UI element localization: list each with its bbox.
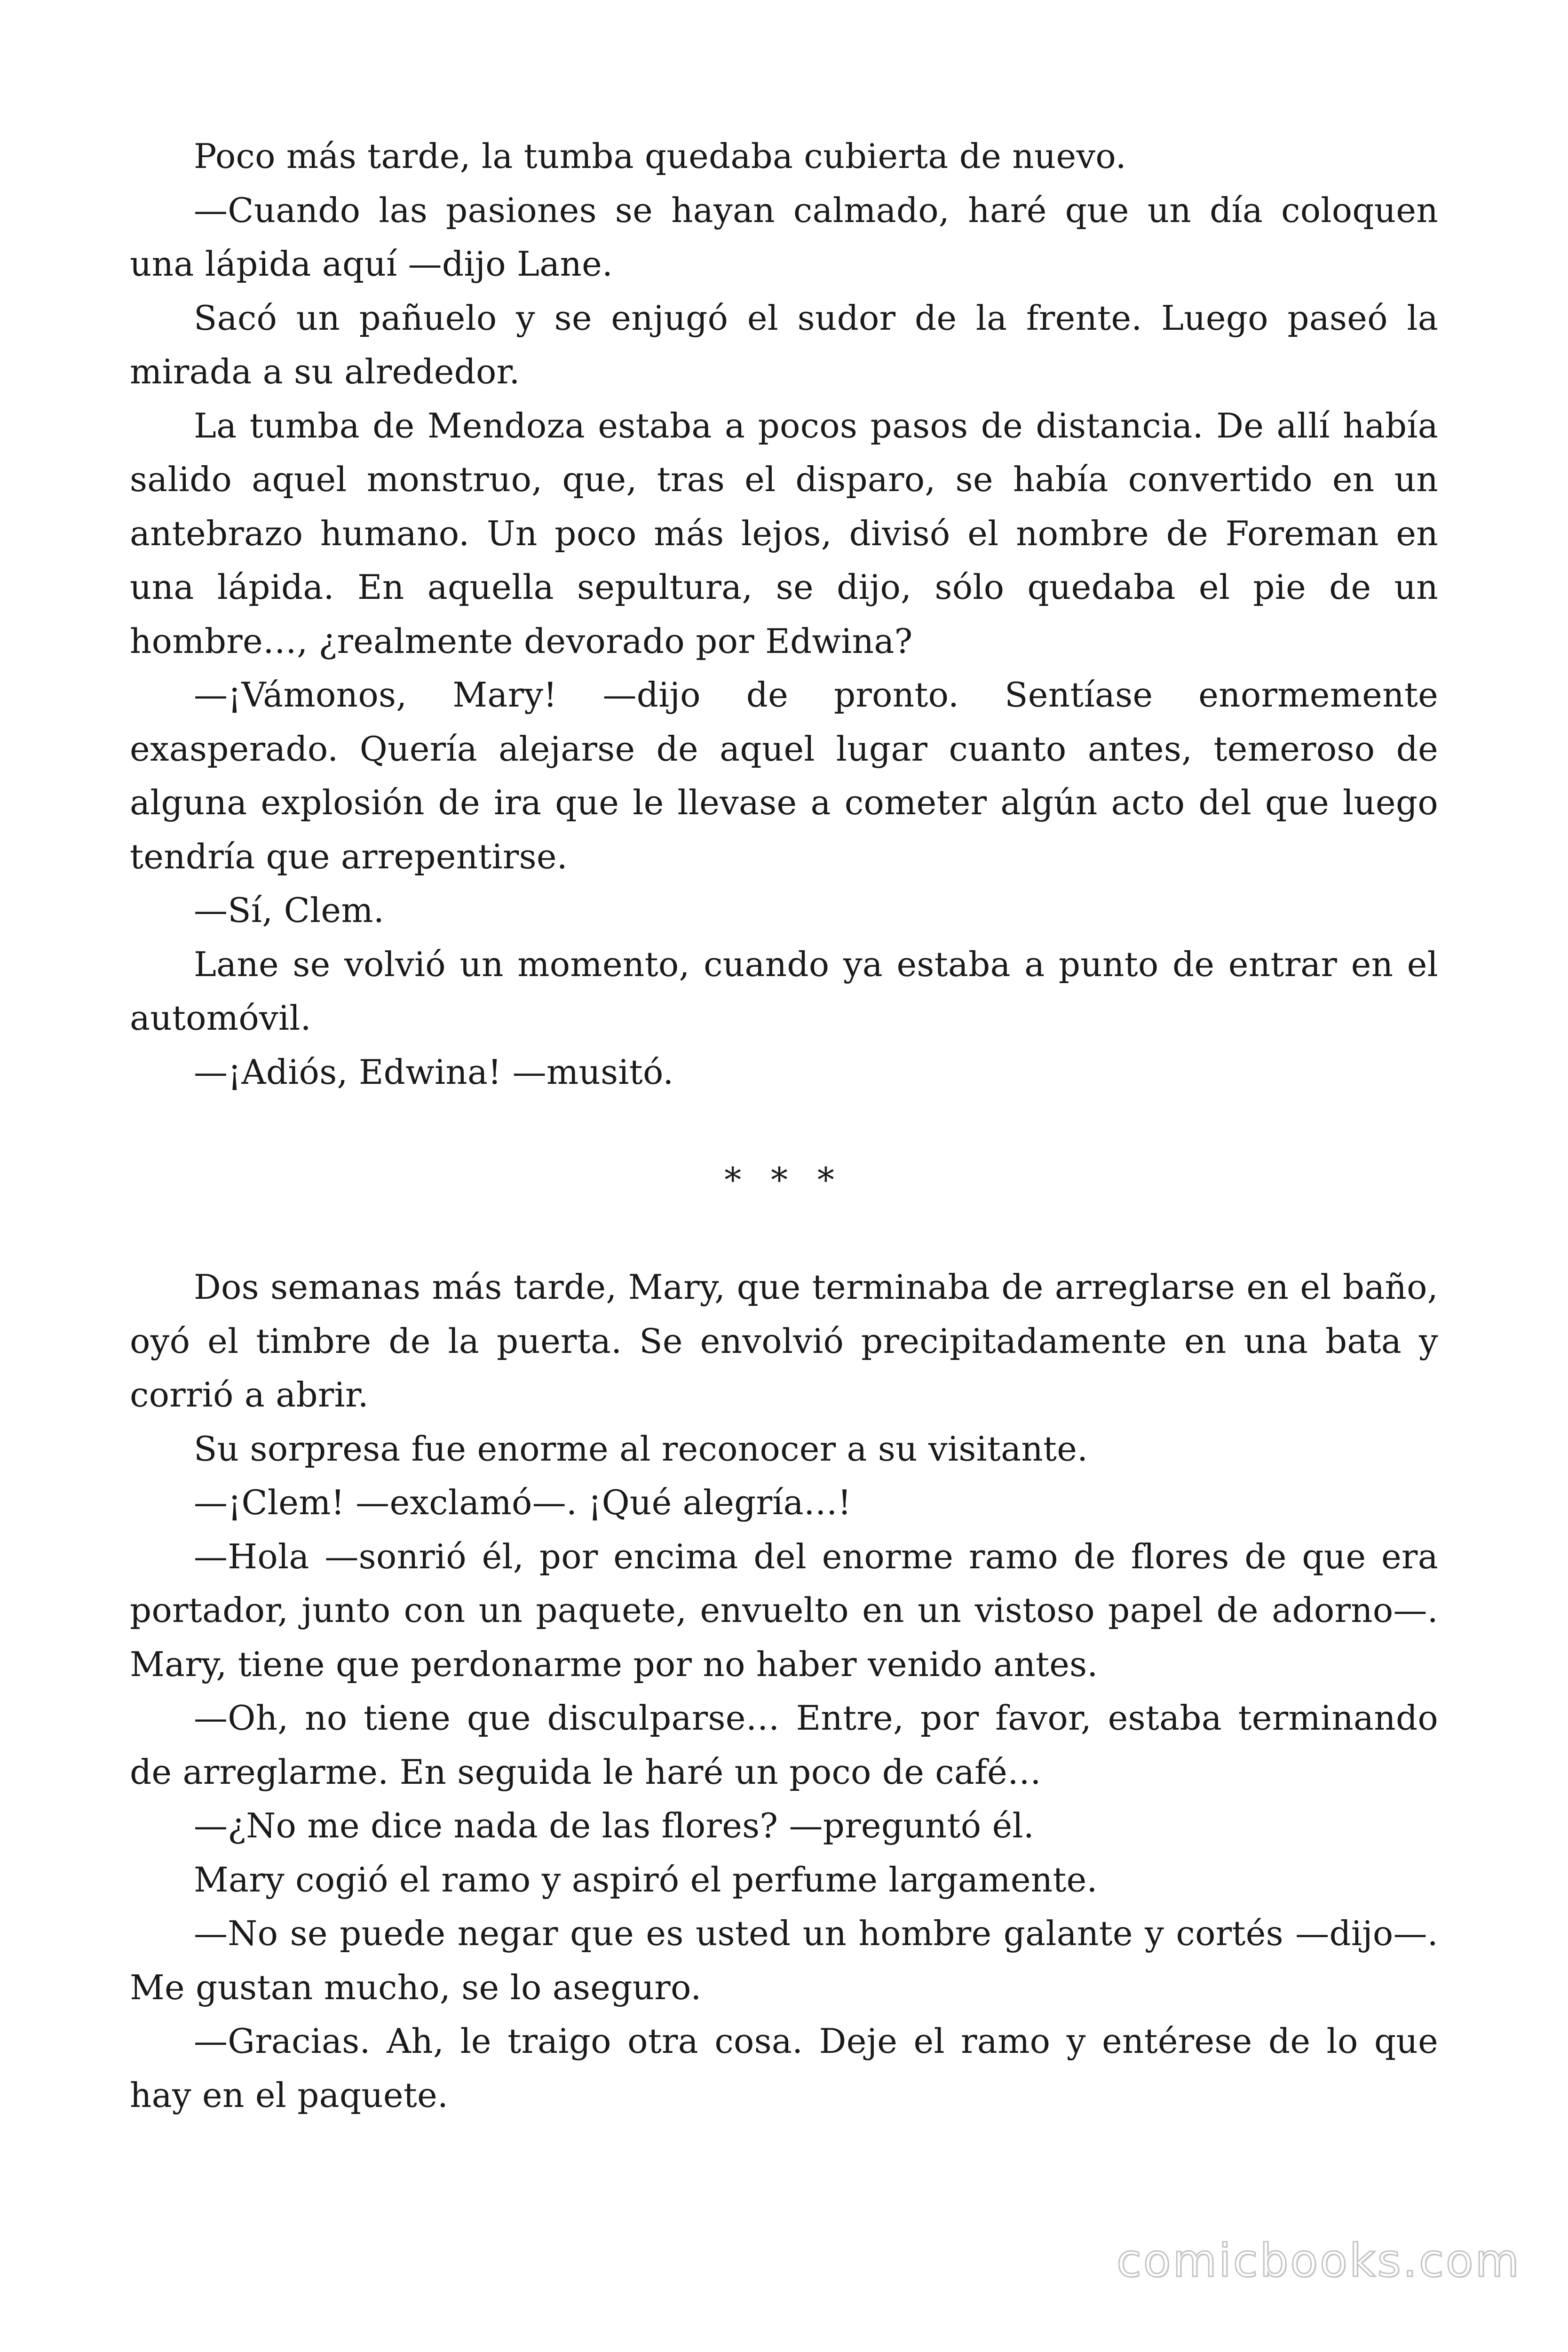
paragraph: —Sí, Clem. bbox=[194, 890, 385, 930]
paragraph: —¡Clem! —exclamó—. ¡Qué alegría…! bbox=[194, 1483, 852, 1522]
body-text bbox=[130, 129, 1438, 2122]
paragraph: —Hola —sonrió él, por encima del enorme ramo de flores de que era portador, junto con un paquete, envuelto en un vistoso papel de adorno—. Mary, tiene que perdonarme por no haber venido antes. bbox=[130, 1536, 1438, 1684]
paragraph: Lane se volvió un momento, cuando ya estaba a punto de entrar en el automóvil. bbox=[130, 944, 1438, 1038]
paragraph: Poco más tarde, la tumba quedaba cubierta de nuevo. bbox=[194, 136, 1126, 176]
paragraph: Sacó un pañuelo y se enjugó el sudor de la frente. Luego paseó la mirada a su alrededor. bbox=[130, 298, 1438, 391]
watermark: comicbooks.com bbox=[1116, 2234, 1521, 2287]
paragraph: —¡Vámonos, Mary! —dijo de pronto. Sentíase enormemente exasperado. Quería alejarse de aquel lugar cuanto antes, temeroso de alguna explosión de ira que le llevase a cometer algún acto del que luego tendría que arrepentirse. bbox=[130, 675, 1438, 876]
paragraph: —¿No me dice nada de las flores? —preguntó él. bbox=[194, 1806, 1035, 1845]
paragraph: La tumba de Mendoza estaba a pocos pasos de distancia. De allí había salido aquel monstruo, que, tras el disparo, se había convertido en un antebrazo humano. Un poco más lejos, divisó el nombre de Foreman en una lápida. En aquella sepultura, se dijo, sólo quedaba el pie de un hombre…, ¿realmente devorado por Edwina? bbox=[130, 405, 1438, 661]
paragraph: Dos semanas más tarde, Mary, que terminaba de arreglarse en el baño, oyó el timbre de la puerta. Se envolvió precipitadamente en una bata y corrió a abrir. bbox=[130, 1267, 1438, 1414]
paragraph: —¡Adiós, Edwina! —musitó. bbox=[194, 1052, 674, 1092]
scene-break: * * * bbox=[724, 1160, 844, 1200]
paragraph: Mary cogió el ramo y aspiró el perfume largamente. bbox=[194, 1859, 1098, 1899]
paragraph: Su sorpresa fue enorme al reconocer a su visitante. bbox=[194, 1429, 1088, 1469]
paragraph: —Cuando las pasiones se hayan calmado, haré que un día coloquen una lápida aquí —dijo Lane. bbox=[130, 190, 1438, 284]
paragraph: —Oh, no tiene que disculparse… Entre, por favor, estaba terminando de arreglarme. En seguida le haré un poco de café… bbox=[130, 1698, 1438, 1792]
paragraph: —Gracias. Ah, le traigo otra cosa. Deje el ramo y entérese de lo que hay en el paquete. bbox=[130, 2021, 1438, 2115]
paragraph: —No se puede negar que es usted un hombre galante y cortés —dijo—. Me gustan mucho, se lo aseguro. bbox=[130, 1914, 1438, 2007]
